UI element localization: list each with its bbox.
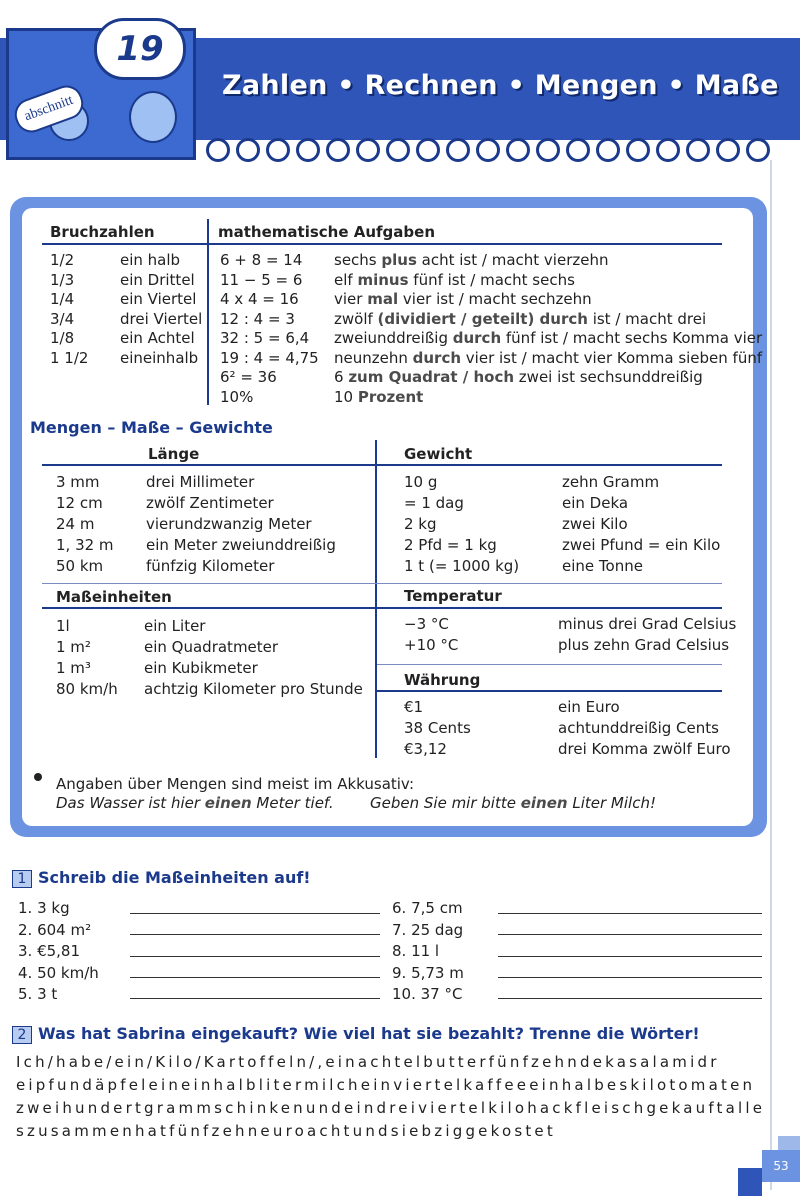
math-row: 6 + 8 = 14 sechs plus acht ist / macht vierzehn [220,251,609,269]
chapter-number: 19 [94,18,186,80]
bruch-row: 1 1/2 eineinhalb [50,348,199,367]
math-row: 19 : 4 = 4,75 neunzehn durch vier ist / macht vier Komma sieben fünf [220,348,763,367]
math-row: 32 : 5 = 6,4 zweiunddreißig durch fünf ist / macht sechs Komma vier [220,329,763,347]
mass-row: 1l ein Liter [56,617,206,635]
exercise-item: 6. 7,5 cm [392,899,463,917]
exercise-item: 5. 3 t [18,985,58,1003]
exercise-item: 8. 11 l [392,942,440,960]
math-row: 11 − 5 = 6 elf minus fünf ist / macht sechs [220,270,575,289]
note-example-1: Das Wasser ist hier einen Meter tief. [56,794,334,812]
bruch-row: 1/2 ein halb [50,251,181,269]
gewicht-row: 2 Pfd = 1 kg zwei Pfund = ein Kilo [404,536,721,554]
page-number: 53 [762,1150,800,1182]
letter-chain [16,1051,765,1143]
exercise-item: 1. 3 kg [18,899,70,917]
bruch-row: 1/3 ein Drittel [50,270,195,289]
math-row: 4 x 4 = 16 vier mal vier ist / macht sechzehn [220,290,592,308]
task2-title: Was hat Sabrina eingekauft? Wie viel hat sie bezahlt? Trenne die Wörter! [38,1024,700,1043]
mengen-heading: Mengen – Maße – Gewichte [30,418,273,437]
gewicht-row: 1 t (= 1000 kg) eine Tonne [404,557,643,575]
laenge-row: 3 mm drei Millimeter [56,473,255,491]
letter-line: szusammenhatfünfzehneuroachtundsiebziggekostet [16,1122,556,1140]
mass-list [56,616,363,700]
waehrung-row: €1 ein Euro [404,698,620,716]
laenge-row: 50 km fünfzig Kilometer [56,557,275,575]
exercise-item: 3. €5,81 [18,942,81,960]
temp-list [404,614,736,656]
divider [377,664,722,665]
page-corner [738,1168,762,1196]
answer-line[interactable] [498,934,762,935]
chapter-badge [6,10,196,160]
mass-row: 1 m² ein Quadratmeter [56,638,279,656]
task1-right-list [392,898,464,1006]
waehrung-heading: Währung [404,671,481,689]
waehrung-row: €3,12 drei Komma zwölf Euro [404,740,731,758]
note-example-2: Geben Sie mir bitte einen Liter Milch! [370,794,656,812]
letter-line: Ich/habe/ein/Kilo/Kartoffeln/,einachtelbutterfünfzehndekasalamidr [16,1053,720,1071]
answer-line[interactable] [130,956,380,957]
task2-number: 2 [12,1026,32,1044]
answer-line[interactable] [498,913,762,914]
bruch-row: 1/8 ein Achtel [50,329,195,347]
page-corner [778,1136,800,1150]
math-list [220,251,762,407]
temp-row: −3 °C minus drei Grad Celsius [404,615,737,633]
laenge-row: 1, 32 m ein Meter zweiunddreißig [56,536,336,554]
exercise-item: 4. 50 km/h [18,963,99,982]
divider [42,243,722,245]
laenge-row: 12 cm zwölf Zentimeter [56,494,274,512]
gewicht-row: 2 kg zwei Kilo [404,515,628,533]
laenge-row: 24 m vierundzwanzig Meter [56,515,312,533]
divider [42,464,722,466]
gewicht-row: 10 g zehn Gramm [404,473,660,491]
task1-header [12,868,311,888]
bullet-icon [34,773,42,781]
divider [42,607,722,609]
answer-line[interactable] [130,934,380,935]
task1-number: 1 [12,870,32,888]
laenge-list [56,472,336,577]
exercise-item: 10. 37 °C [392,985,463,1003]
task1-left-list [18,898,99,1006]
divider [207,219,209,405]
answer-line[interactable] [498,998,762,999]
bruch-row: 1/4 ein Viertel [50,290,197,308]
math-row: 6² = 36 6 zum Quadrat / hoch zwei ist sechsunddreißig [220,368,703,386]
divider [42,583,722,584]
bruch-heading: Bruchzahlen [50,223,155,241]
laenge-heading: Länge [148,445,200,463]
note-text: Angaben über Mengen sind meist im Akkusativ: [56,775,415,793]
mass-heading: Maßeinheiten [56,588,172,606]
task2-header [12,1024,700,1044]
waehrung-list [404,697,731,760]
mass-row: 80 km/h achtzig Kilometer pro Stunde [56,680,363,698]
face-icon [129,91,177,143]
letter-line: zweihundertgrammschinkenundeindreiviertelkilohackfleischgekauftalle [16,1099,766,1117]
gewicht-list [404,472,720,577]
answer-line[interactable] [130,913,380,914]
answer-line[interactable] [130,998,380,999]
exercise-item: 2. 604 m² [18,920,92,939]
gewicht-heading: Gewicht [404,445,473,463]
chapter-header [0,0,800,150]
math-row: 10% 10 Prozent [220,387,424,406]
temp-row: +10 °C plus zehn Grad Celsius [404,636,730,654]
exercise-item: 7. 25 dag [392,920,464,939]
bruch-row: 3/4 drei Viertel [50,309,203,328]
answer-line[interactable] [498,977,762,978]
binder-holes [206,138,796,160]
margin-line [770,160,772,1190]
answer-line[interactable] [130,977,380,978]
letter-line: eipfundäpfeleineinhalblitermilcheinviertelkaffeeeinhalbeskilotomaten [16,1076,756,1094]
math-row: 12 : 4 = 3 zwölf (dividiert / geteilt) durch ist / macht drei [220,309,707,328]
math-heading: mathematische Aufgaben [218,223,435,241]
bruch-list [50,251,202,368]
gewicht-row: = 1 dag ein Deka [404,494,629,512]
temp-heading: Temperatur [404,587,502,605]
divider [375,440,377,758]
task1-title: Schreib die Maßeinheiten auf! [38,868,311,887]
exercise-item: 9. 5,73 m [392,963,464,982]
answer-line[interactable] [498,956,762,957]
chapter-label: abschnitt [10,81,87,137]
page-title: Zahlen • Rechnen • Mengen • Maße [222,70,779,101]
waehrung-row: 38 Cents achtunddreißig Cents [404,719,719,737]
divider [377,690,722,692]
mass-row: 1 m³ ein Kubikmeter [56,659,258,677]
